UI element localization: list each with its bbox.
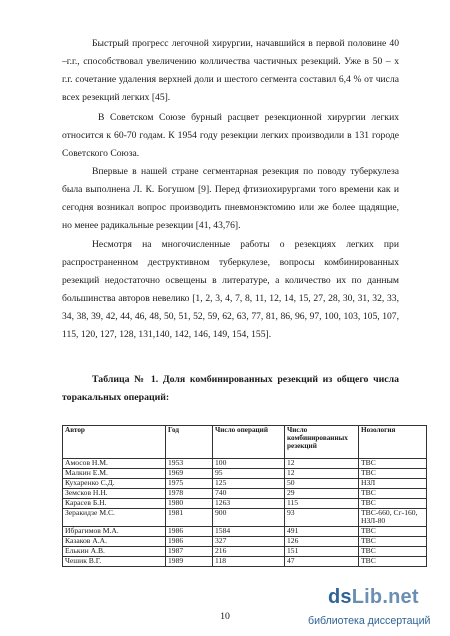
cell-operations: 118 [213, 557, 285, 567]
cell-combined: 491 [285, 527, 359, 537]
cell-author: Ибрагимов М.А. [63, 527, 166, 537]
header-year: Год [166, 426, 213, 459]
cell-nosology: НЗЛ [359, 478, 427, 488]
cell-year: 1978 [166, 488, 213, 498]
cell-nosology: ТВС-660, Сг-160, НЗЛ-80 [359, 508, 427, 527]
header-combined-resections: Число комбинированных резекций [285, 426, 359, 459]
header-nosology: Нозология [359, 426, 427, 459]
resections-table [62, 425, 427, 567]
table-row [63, 478, 427, 488]
cell-operations: 1584 [213, 527, 285, 537]
cell-author: Елькин А.В. [63, 547, 166, 557]
cell-author: Зеракидзе М.С. [63, 508, 166, 527]
cell-operations: 900 [213, 508, 285, 527]
cell-operations: 100 [213, 459, 285, 469]
cell-author: Чешик В.Г. [63, 557, 166, 567]
cell-author: Кухаренко С.Д. [63, 478, 166, 488]
cell-combined: 12 [285, 459, 359, 469]
dslib-watermark [306, 586, 438, 632]
cell-combined: 47 [285, 557, 359, 567]
cell-year: 1989 [166, 557, 213, 567]
cell-year: 1986 [166, 527, 213, 537]
table-row [63, 488, 427, 498]
header-operations: Число операций [213, 426, 285, 459]
cell-combined: 93 [285, 508, 359, 527]
paragraph-4: Несмотря на многочисленные работы о резекциях легких при распространенном деструктивном туберкулезе, вопросы комбинированных резекций недостаточно освещены в литературе, а количество их по данным большинства авторов невелико [1, 2, 3, 4, 7, 8, 11, 12, 14, 15, 27, 28, 30, 31, 32, 33, 34, 38, 39, 42, 44, 46, 48, 50, 51, 52, 59, 62, 63, 77, 81, 86, 96, 97, 100, 103, 105, 107, 115, 120, 127, 128, 131,140, 142, 146, 149, 154, 155]. [62, 239, 399, 341]
cell-operations: 1263 [213, 498, 285, 508]
cell-author: Карасев Б.Н. [63, 498, 166, 508]
table-row [63, 508, 427, 527]
watermark-subtitle: библиотека диссертаций [308, 615, 431, 627]
header-author: Автор [63, 426, 166, 459]
cell-nosology: ТВС [359, 557, 427, 567]
cell-combined: 29 [285, 488, 359, 498]
cell-year: 1969 [166, 468, 213, 478]
cell-operations: 216 [213, 547, 285, 557]
table-row [63, 468, 427, 478]
cell-combined: 151 [285, 547, 359, 557]
cell-author: Амосов Н.М. [63, 459, 166, 469]
cell-nosology: ТВС [359, 547, 427, 557]
cell-operations: 95 [213, 468, 285, 478]
cell-combined: 126 [285, 537, 359, 547]
cell-year: 1980 [166, 498, 213, 508]
cell-nosology: ТВС [359, 459, 427, 469]
cell-year: 1986 [166, 537, 213, 547]
cell-nosology: ТВС [359, 468, 427, 478]
cell-year: 1953 [166, 459, 213, 469]
cell-nosology: ТВС [359, 527, 427, 537]
paragraph-1: Быстрый прогресс легочной хирургии, начавшийся в первой половине 40 –г.г., способствовал увеличению колличества частичных резекций. Уже в 50 – х г.г. сочетание удаления верхней доли и шестого сегмента составил 6,4 % от числа всех резекций легких [45]. [62, 38, 399, 104]
cell-author: Малкин Е.М. [63, 468, 166, 478]
table-row [63, 459, 427, 469]
table-row [63, 498, 427, 508]
paragraph-3: Впервые в нашей стране сегментарная резекция по поводу туберкулеза была выполнена Л. К. Богушом [9]. Перед фтизиохирургами того времени как и сегодня возникал вопрос производить пневмонэктомию или же более щадящие, но менее радикальные резекции [41, 43,76]. [62, 166, 399, 232]
table-row [63, 557, 427, 567]
table-header-row [63, 426, 427, 459]
page-number: 10 [220, 611, 230, 622]
cell-year: 1981 [166, 508, 213, 527]
table-row [63, 547, 427, 557]
cell-combined: 115 [285, 498, 359, 508]
cell-operations: 740 [213, 488, 285, 498]
cell-nosology: ТВС [359, 537, 427, 547]
cell-operations: 125 [213, 478, 285, 488]
cell-author: Казаков А.А. [63, 537, 166, 547]
watermark-prefix: ds [328, 586, 352, 608]
cell-operations: 327 [213, 537, 285, 547]
table-row [63, 537, 427, 547]
table-row [63, 527, 427, 537]
watermark-logo [328, 586, 419, 609]
cell-year: 1987 [166, 547, 213, 557]
table-caption: Таблица № 1. Доля комбинированных резекций из общего числа торакальных операций: [62, 374, 399, 403]
paragraph-2: В Советском Союзе бурный расцвет резекционной хирургии легких относится к 60-70 годам. К 1954 году резекции легких производили в 131 городе Советского Союза. [62, 112, 399, 160]
cell-nosology: ТВС [359, 498, 427, 508]
watermark-domain: Lib.net [351, 586, 419, 608]
cell-combined: 50 [285, 478, 359, 488]
cell-year: 1975 [166, 478, 213, 488]
cell-combined: 12 [285, 468, 359, 478]
cell-nosology: ТВС [359, 488, 427, 498]
cell-author: Земсков Н.Н. [63, 488, 166, 498]
